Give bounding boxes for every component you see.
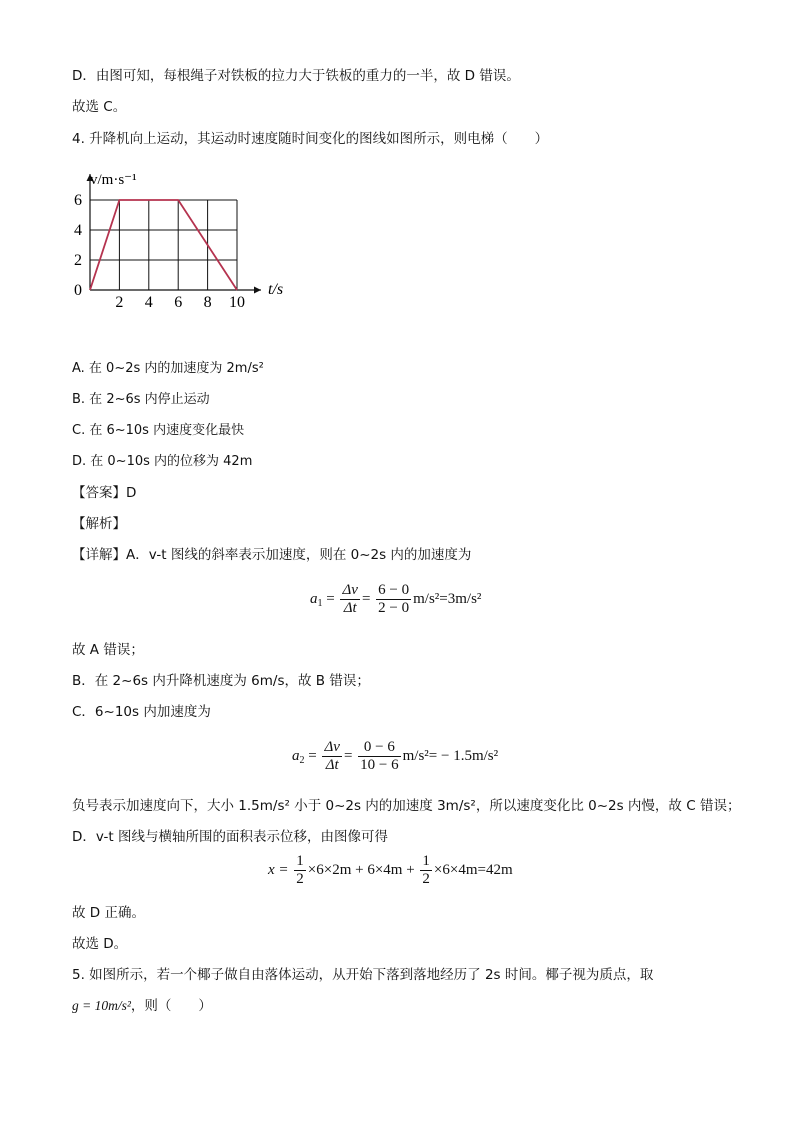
formula-x [268, 853, 513, 888]
g-expression: g = 10m/s² [72, 998, 131, 1013]
chart-grid [90, 200, 237, 290]
question-5-stem-2 [72, 997, 212, 1015]
fraction-dv-dt-2: $\frac{\Delta v}{\Delta t}$ [324, 739, 340, 773]
y-tick-label: 6 [74, 192, 82, 209]
formula-a1-result: m/s²=3m/s² [413, 590, 482, 607]
prev-answer-d: D．由图可知，每根绳子对铁板的拉力大于铁板的重力的一半，故 D 错误。 [72, 68, 520, 84]
fraction-values-2: $\frac{0 - 6}{10 - 6}$ [360, 739, 399, 773]
formula-a2-sub: 2 [299, 754, 305, 766]
vt-chart [72, 168, 292, 318]
c-text: C．6~10s 内加速度为 [72, 704, 211, 720]
formula-a2-result: m/s²= − 1.5m/s² [402, 747, 499, 764]
analysis-label: 【解析】 [72, 516, 126, 532]
question-5-tail: ，则（ ） [130, 998, 212, 1014]
fraction-dv-dt: $\frac{\Delta v}{\Delta t}$ [342, 582, 358, 616]
series-line [90, 200, 237, 290]
formula-a1-sub: 1 [317, 597, 323, 609]
answer-value: D [126, 485, 137, 501]
answer-line [72, 484, 136, 502]
x-tick-label: 10 [229, 294, 245, 311]
option-b: B. 在 2~6s 内停止运动 [72, 392, 210, 407]
chart-ticks [74, 192, 245, 311]
detail-line [72, 546, 471, 564]
option-a: A. 在 0~2s 内的加速度为 2m/s² [72, 361, 264, 376]
formula-x-lhs: x = [268, 861, 289, 878]
x-axis-arrow [254, 287, 261, 294]
formula-a1: $a_1$ = $\frac{\Delta v}{\Delta t}$ = $\frac{6 - 0}{2 - 0}$ m/s²=3m/s² [310, 582, 482, 616]
y-tick-label: 2 [74, 252, 82, 269]
formula-a1-symbol: a [310, 590, 318, 607]
option-c: C. 在 6~10s 内速度变化最快 [72, 423, 245, 438]
x-tick-label: 2 [115, 294, 124, 311]
d-text: D．v-t 图线与横轴所围的面积表示位移，由图像可得 [72, 829, 388, 845]
fraction-half-1: $\frac{1}{2}$ [296, 853, 304, 887]
fraction-half-2: $\frac{1}{2}$ [422, 853, 430, 887]
formula-a2: $a_2$ = $\frac{\Delta v}{\Delta t}$ = $\frac{0 - 6}{10 - 6}$ m/s²= − 1.5m/s² [292, 739, 499, 773]
y-axis-label: v/m·s⁻¹ [90, 172, 137, 188]
choose-d: 故选 D。 [72, 936, 128, 952]
chart-series [90, 200, 237, 290]
detail-text: A．v-t 图线的斜率表示加速度，则在 0~2s 内的加速度为 [126, 547, 472, 563]
x-tick-label: 4 [144, 294, 153, 311]
negative-sign-text: 负号表示加速度向下，大小 1.5m/s² 小于 0~2s 内的加速度 3m/s²，所以速度变化比 0~2s 内慢，故 C 错误； [72, 798, 741, 814]
answer-label: 【答案】 [72, 485, 126, 501]
question-4-stem: 4. 升降机向上运动，其运动时速度随时间变化的图线如图所示，则电梯（ ） [72, 131, 549, 147]
y-tick-label: 4 [74, 222, 82, 239]
chart-axes [87, 174, 262, 294]
question-5-stem: 5. 如图所示，若一个椰子做自由落体运动，从开始下落到落地经历了 2s 时间。椰子视为质点，取 [72, 967, 654, 983]
detail-label: 【详解】 [72, 547, 126, 563]
x-tick-label: 8 [203, 294, 212, 311]
formula-x-end: ×6×4m=42m [433, 861, 513, 878]
x-axis-label: t/s [268, 281, 284, 298]
a-wrong: 故 A 错误； [72, 642, 144, 658]
d-correct: 故 D 正确。 [72, 905, 145, 921]
option-d: D. 在 0~10s 内的位移为 42m [72, 454, 253, 469]
y-tick-label: 0 [74, 282, 82, 299]
formula-x-mid: ×6×2m + 6×4m + [307, 861, 415, 878]
formula-a2-symbol: a [292, 747, 300, 764]
choose-c: 故选 C。 [72, 99, 127, 115]
b-text: B．在 2~6s 内升降机速度为 6m/s，故 B 错误； [72, 673, 370, 689]
fraction-values: $\frac{6 - 0}{2 - 0}$ [378, 582, 410, 616]
x-tick-label: 6 [174, 294, 183, 311]
